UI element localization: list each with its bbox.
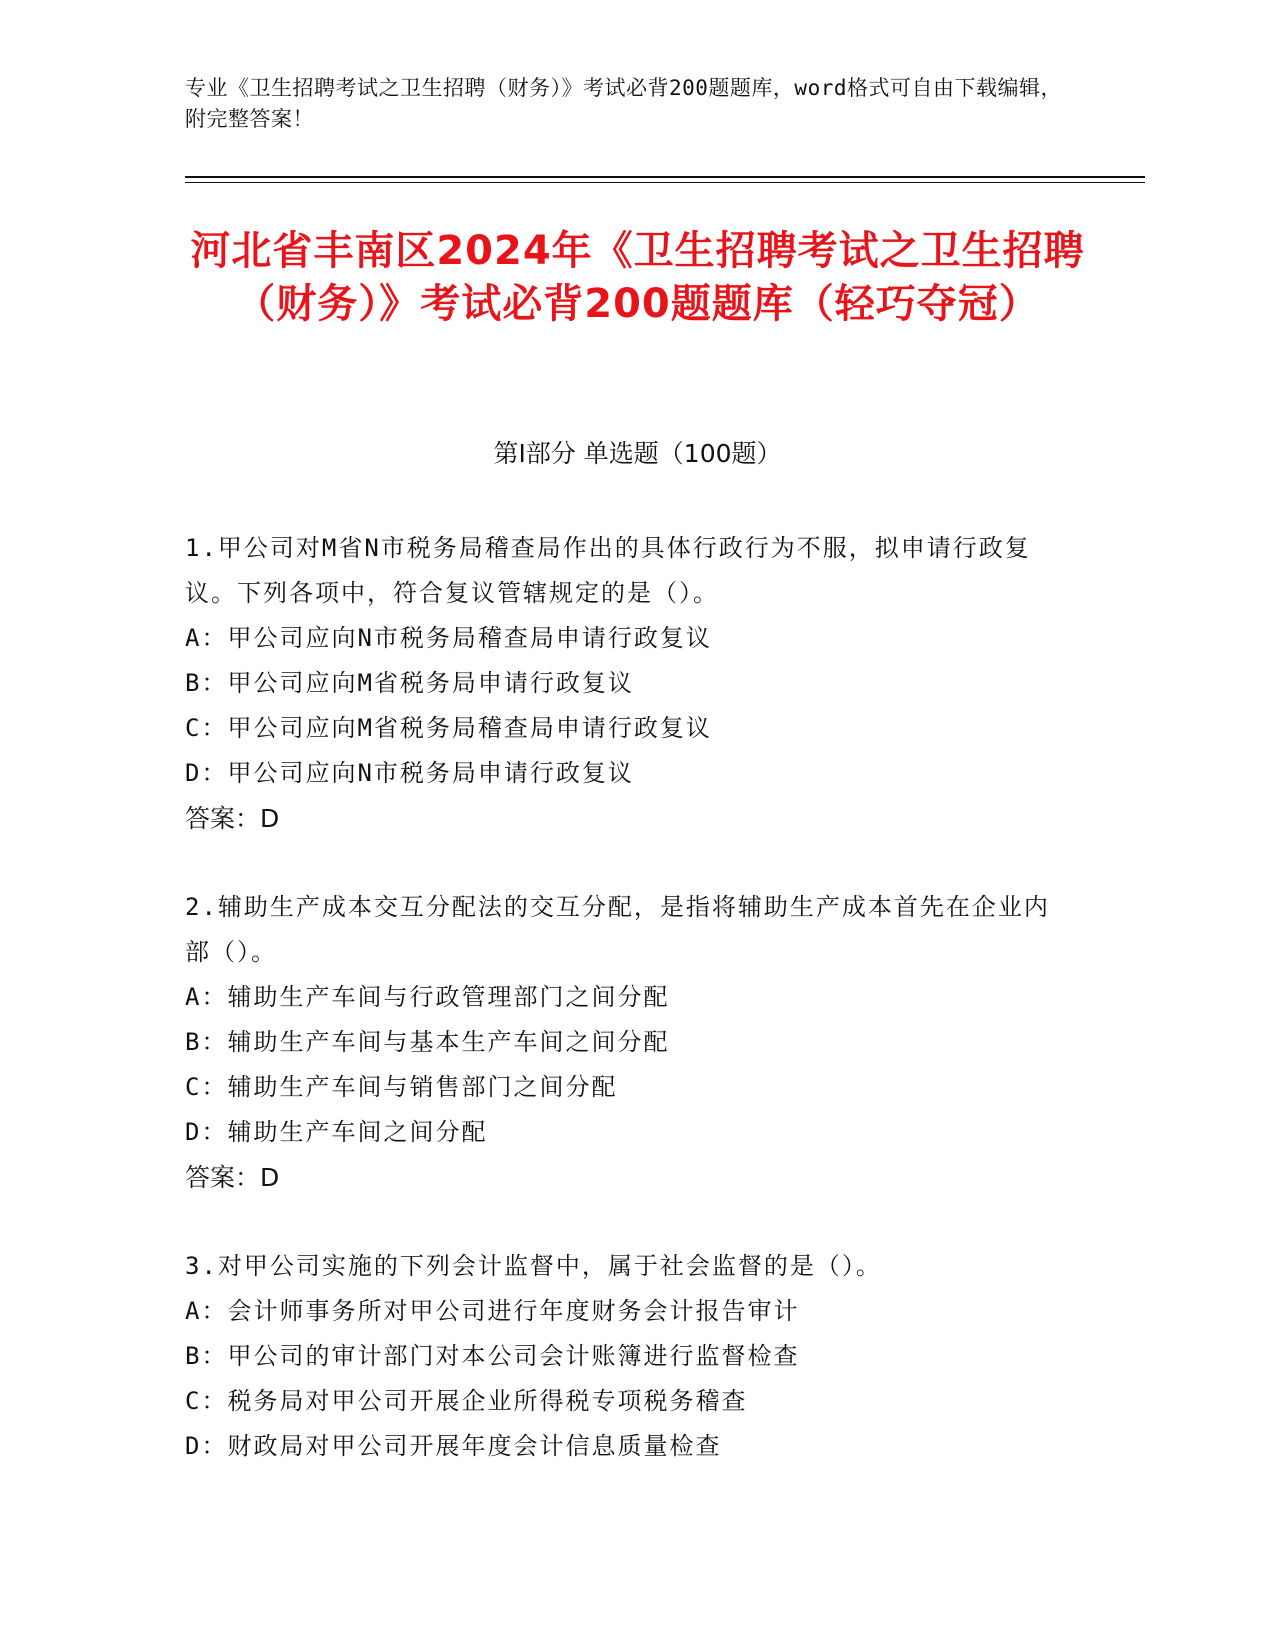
- question-stem: 3.对甲公司实施的下列会计监督中，属于社会监督的是（）。: [185, 1252, 882, 1280]
- question-option-a: A：甲公司应向N市税务局稽查局申请行政复议: [185, 624, 712, 652]
- question-option-c: C：税务局对甲公司开展企业所得税专项税务稽查: [185, 1387, 748, 1415]
- question-item: [185, 885, 1065, 1200]
- question-option-a: A：会计师事务所对甲公司进行年度财务会计报告审计: [185, 1297, 800, 1325]
- section-heading: 第Ⅰ部分 单选题（100题）: [493, 439, 782, 468]
- question-option-b: B：辅助生产车间与基本生产车间之间分配: [185, 1028, 670, 1056]
- question-option-d: D：财政局对甲公司开展年度会计信息质量检查: [185, 1432, 722, 1460]
- question-list: [185, 526, 1065, 1513]
- header-rule-thick: [185, 176, 1145, 178]
- question-option-a: A：辅助生产车间与行政管理部门之间分配: [185, 983, 670, 1011]
- question-stem: 1.甲公司对M省N市税务局稽查局作出的具体行政行为不服，拟申请行政复议。下列各项中，符合复议管辖规定的是（）。: [185, 534, 1031, 607]
- question-option-c: C：辅助生产车间与销售部门之间分配: [185, 1073, 618, 1101]
- question-option-b: B：甲公司的审计部门对本公司会计账簿进行监督检查: [185, 1342, 800, 1370]
- question-option-b: B：甲公司应向M省税务局申请行政复议: [185, 669, 634, 697]
- question-item: [185, 526, 1065, 841]
- question-option-c: C：甲公司应向M省税务局稽查局申请行政复议: [185, 714, 712, 742]
- header-rule-thin: [185, 182, 1145, 183]
- question-answer: 答案：D: [185, 1163, 280, 1192]
- question-option-d: D：辅助生产车间之间分配: [185, 1118, 488, 1146]
- document-title: 河北省丰南区2024年《卫生招聘考试之卫生招聘（财务）》考试必背200题题库（轻巧夺冠）: [190, 228, 1085, 327]
- question-option-d: D：甲公司应向N市税务局申请行政复议: [185, 759, 634, 787]
- question-stem: 2.辅助生产成本交互分配法的交互分配，是指将辅助生产成本首先在企业内部（）。: [185, 893, 1050, 966]
- question-item: [185, 1244, 1065, 1469]
- header-note: 专业《卫生招聘考试之卫生招聘（财务）》考试必背200题题库，word格式可自由下载编辑，附完整答案！: [185, 76, 1062, 131]
- question-answer: 答案：D: [185, 804, 280, 833]
